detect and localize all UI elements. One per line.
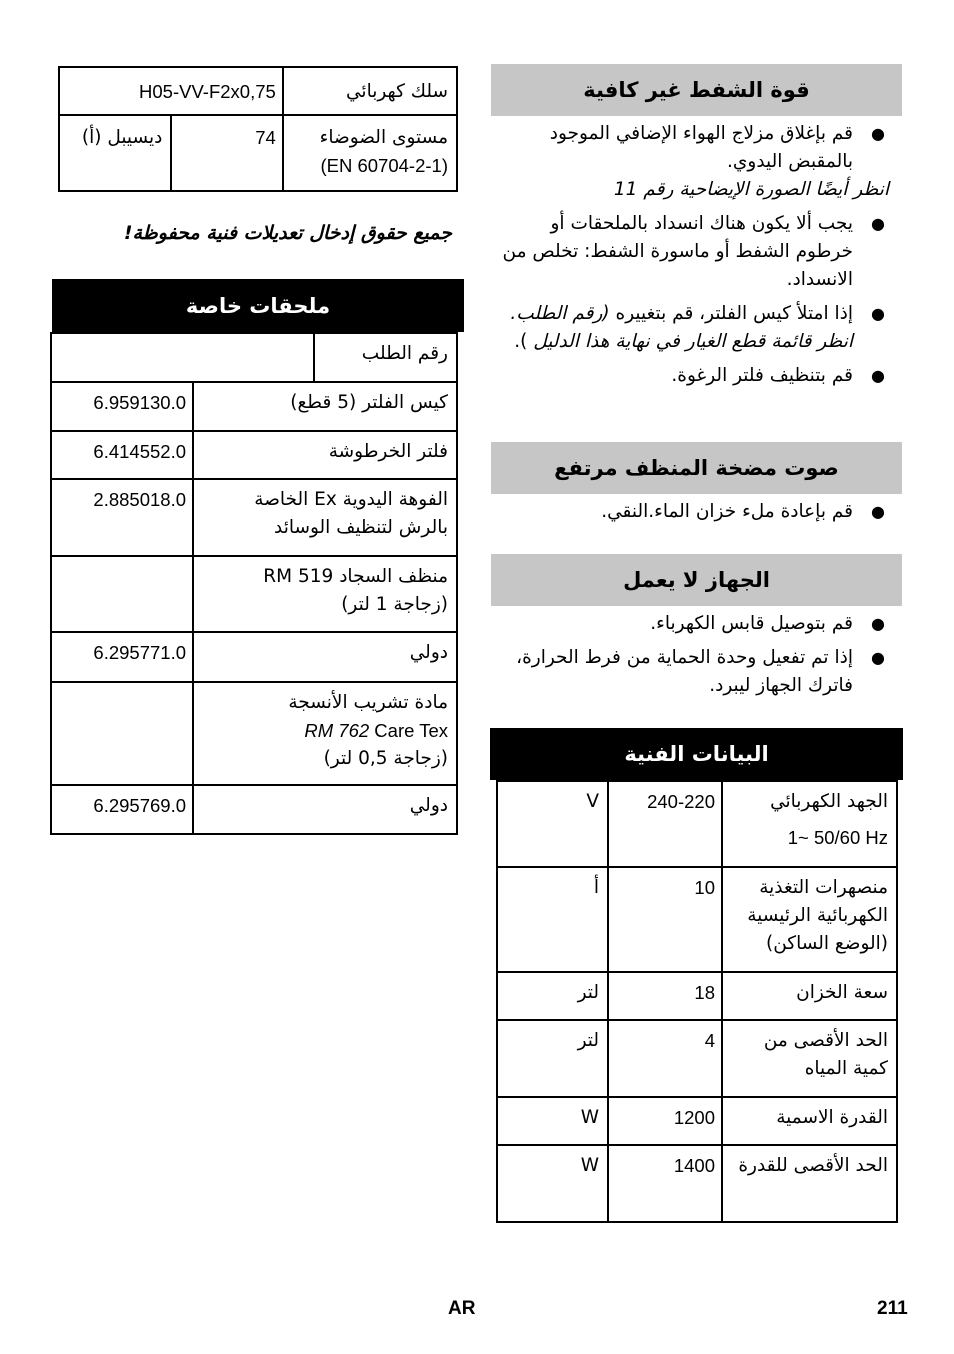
bullet-icon: ● — [871, 502, 885, 521]
suction-b3-end: ). — [514, 331, 528, 352]
acc-order-7: 6.295769.0 — [51, 785, 193, 834]
acc-name-6-line2 — [200, 717, 448, 745]
bullet-icon: ● — [871, 648, 885, 667]
acc-name-3 — [193, 479, 457, 556]
tech-value-5: 1200 — [608, 1097, 722, 1145]
noise-standard: (EN 60704-2-1) — [320, 155, 448, 176]
tech-label-1: الجهد الكهربائي — [770, 791, 888, 812]
tech-value-3: 18 — [608, 972, 722, 1020]
table-row — [51, 556, 457, 632]
rights-notice: جميع حقوق إدخال تعديلات فنية محفوظة! — [123, 222, 452, 244]
tech-table — [496, 780, 898, 1223]
table-row — [51, 632, 457, 682]
acc-name-5: دولي — [193, 632, 457, 682]
tech-title: البيانات الفنية — [490, 728, 903, 780]
acc-name-6 — [193, 682, 457, 785]
list-item — [497, 210, 897, 294]
section-title-not-working: الجهاز لا يعمل — [491, 554, 902, 606]
tech-unit-2: أ — [497, 867, 608, 972]
page-number: 211 — [877, 1298, 908, 1319]
footer-lang: AR — [448, 1298, 476, 1319]
tech-value-4: 4 — [608, 1020, 722, 1097]
bullet-icon: ● — [871, 304, 885, 323]
tech-label-1-cell — [722, 781, 897, 867]
acc-name-4 — [193, 556, 457, 632]
tech-value-1: 240-220 — [608, 781, 722, 867]
acc-name-2: فلتر الخرطوشة — [193, 431, 457, 479]
acc-order-1: 6.959130.0 — [51, 382, 193, 431]
acc-name-7: دولي — [193, 785, 457, 834]
tech-label-3: سعة الخزان — [722, 972, 897, 1020]
section-title-suction: قوة الشفط غير كافية — [491, 64, 902, 116]
not-working-list — [497, 610, 897, 706]
bullet-icon: ● — [871, 366, 885, 385]
table-row — [497, 781, 897, 867]
table-row — [51, 431, 457, 479]
table-row — [51, 479, 457, 556]
accessories-table — [50, 332, 458, 383]
accessories-title: ملحقات خاصة — [52, 279, 464, 332]
noise-value: 74 — [171, 115, 282, 191]
acc-order-2: 6.414552.0 — [51, 431, 193, 479]
acc-order-3: 2.885018.0 — [51, 479, 193, 556]
table-row — [497, 867, 897, 972]
acc-header-order: رقم الطلب — [314, 333, 457, 382]
table-row — [497, 1020, 897, 1097]
tech-unit-3: لتر — [497, 972, 608, 1020]
bullet-icon: ● — [871, 124, 885, 143]
acc-name-3-line2: بالرش لتنظيف الوسائد — [273, 517, 448, 538]
acc-name-4-line2: (زجاجة 1 لتر) — [341, 594, 448, 615]
acc-name-3-line1: الفوهة اليدوية Ex الخاصة — [254, 489, 448, 510]
tech-label-6: الحد الأقصى للقدرة — [722, 1145, 897, 1222]
table-row — [51, 785, 457, 834]
noise-label: مستوى الضوضاء — [319, 127, 448, 148]
cable-label: سلك كهربائي — [283, 67, 457, 115]
bullet-icon: ● — [871, 614, 885, 633]
suction-b3-plain: إذا امتلأ كيس الفلتر، قم بتغييره — [615, 303, 853, 324]
acc-order-6 — [51, 682, 193, 785]
list-item — [497, 120, 897, 204]
suction-b3-italic: (رقم الطلب. انظر قائمة قطع الغيار في نهاية هذا الدليل — [510, 303, 853, 352]
list-item — [497, 610, 897, 638]
tech-label-5: القدرة الاسمية — [722, 1097, 897, 1145]
tech-unit-5: W — [497, 1097, 608, 1145]
acc-name-6-line2-rest: Care Tex — [374, 720, 448, 741]
noise-list — [497, 498, 897, 532]
suction-list — [497, 120, 897, 396]
acc-name-6-line2-italic: RM 762 — [304, 720, 370, 741]
noise-label-cell — [283, 115, 457, 191]
acc-name-6-line1: مادة تشريب الأنسجة — [288, 692, 448, 713]
tech-value-2: 10 — [608, 867, 722, 972]
list-item — [497, 362, 897, 390]
tech-unit-6: W — [497, 1145, 608, 1222]
tech-label-1-freq: 1~ 50/60 Hz — [787, 827, 888, 848]
cable-value: H05-VV-F2x0,75 — [59, 67, 283, 115]
tech-label-4: الحد الأقصى من كمية المياه — [722, 1020, 897, 1097]
tech-value-6: 1400 — [608, 1145, 722, 1222]
acc-header-empty — [51, 333, 314, 382]
noise-b1: قم بإعادة ملء خزان الماء.النقي. — [601, 501, 853, 522]
not-working-b1: قم بتوصيل قابس الكهرباء. — [650, 613, 853, 634]
bullet-icon: ● — [871, 214, 885, 233]
section-title-noise: صوت مضخة المنظف مرتفع — [491, 442, 902, 494]
table-row — [497, 1145, 897, 1222]
list-item — [497, 300, 897, 356]
acc-order-5: 6.295771.0 — [51, 632, 193, 682]
list-item — [497, 644, 897, 700]
table-row — [51, 682, 457, 785]
suction-b4: قم بتنظيف فلتر الرغوة. — [671, 365, 853, 386]
tech-unit-1: V — [497, 781, 608, 867]
tech-unit-4: لتر — [497, 1020, 608, 1097]
cable-noise-table — [58, 66, 458, 192]
suction-b1-note: انظر أيضًا الصورة الإيضاحية رقم 11 — [613, 179, 889, 200]
accessories-rows — [50, 381, 458, 835]
acc-order-4 — [51, 556, 193, 632]
acc-name-6-line3: (زجاجة 0,5 لتر) — [323, 748, 448, 769]
not-working-b2: إذا تم تفعيل وحدة الحماية من فرط الحرارة، فاترك الجهاز ليبرد. — [516, 647, 853, 696]
table-row — [497, 972, 897, 1020]
acc-name-1: كيس الفلتر (5 قطع) — [193, 382, 457, 431]
table-row — [51, 382, 457, 431]
acc-name-4-line1: منظف السجاد RM 519 — [263, 566, 448, 587]
suction-b1: قم بإغلاق مزلاج الهواء الإضافي الموجود بالمقبض اليدوي. — [549, 123, 853, 172]
list-item — [497, 498, 897, 526]
suction-b2: يجب ألا يكون هناك انسداد بالملحقات أو خرطوم الشفط أو ماسورة الشفط: تخلص من الانسداد. — [502, 213, 853, 290]
tech-label-2: منصهرات التغذية الكهربائية الرئيسية (الوضع الساكن) — [722, 867, 897, 972]
noise-unit: ديسيبل (أ) — [59, 115, 171, 191]
table-row — [497, 1097, 897, 1145]
